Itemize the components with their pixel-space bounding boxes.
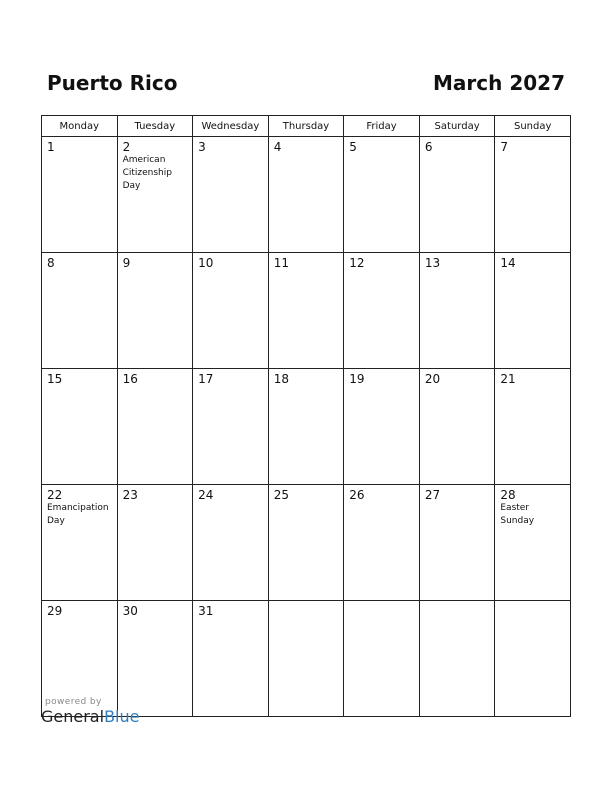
weekday-header: Saturday <box>419 116 495 137</box>
day-cell <box>193 137 269 253</box>
day-number: 15 <box>47 372 63 386</box>
day-cell <box>419 601 495 717</box>
day-number: 24 <box>198 488 214 502</box>
day-number: 20 <box>424 372 441 386</box>
week-row <box>42 137 571 253</box>
day-cell <box>495 601 571 717</box>
day-cell <box>117 253 193 369</box>
day-cell <box>419 369 495 485</box>
day-number: 3 <box>198 140 206 154</box>
weekday-header: Tuesday <box>117 116 193 137</box>
calendar-grid <box>41 115 571 717</box>
day-cell <box>419 253 495 369</box>
day-cell <box>42 137 118 253</box>
day-number: 21 <box>500 372 516 386</box>
day-number: 14 <box>500 256 516 270</box>
day-cell <box>268 601 344 717</box>
day-cell <box>495 253 571 369</box>
day-number: 25 <box>273 488 289 502</box>
day-cell <box>117 601 193 717</box>
day-cell <box>268 137 344 253</box>
day-number: 17 <box>198 372 214 386</box>
day-number: 28 <box>500 488 516 502</box>
day-cell <box>193 253 269 369</box>
weekday-header: Monday <box>42 116 118 137</box>
day-cell <box>193 601 269 717</box>
day-cell <box>344 485 420 601</box>
weekday-header: Wednesday <box>193 116 269 137</box>
weekday-header: Sunday <box>495 116 571 137</box>
day-cell <box>344 253 420 369</box>
holiday-label: Emancipation Day <box>47 503 109 526</box>
day-cell <box>117 485 193 601</box>
day-cell <box>495 369 571 485</box>
day-number: 5 <box>349 140 357 154</box>
day-number: 18 <box>273 372 289 386</box>
day-number: 30 <box>122 604 138 618</box>
week-row <box>42 601 571 717</box>
day-cell <box>419 485 495 601</box>
brand-general-text: General <box>41 707 105 726</box>
day-cell <box>42 369 118 485</box>
day-cell <box>419 137 495 253</box>
powered-by-label: powered by <box>45 697 102 707</box>
day-cell <box>344 369 420 485</box>
day-cell <box>268 369 344 485</box>
day-number: 9 <box>122 256 131 270</box>
weekday-header: Thursday <box>268 116 344 137</box>
day-number: 27 <box>424 488 441 502</box>
day-number: 26 <box>349 488 365 502</box>
day-number: 23 <box>122 488 138 502</box>
day-cell <box>42 253 118 369</box>
day-number: 22 <box>47 488 63 502</box>
day-cell <box>193 485 269 601</box>
day-cell <box>495 485 571 601</box>
week-row <box>42 369 571 485</box>
weekday-header: Friday <box>344 116 420 137</box>
holiday-label: Easter Sunday <box>500 503 535 526</box>
day-number: 10 <box>198 256 214 270</box>
day-number: 4 <box>273 140 282 154</box>
day-number: 12 <box>349 256 365 270</box>
day-cell <box>344 137 420 253</box>
day-number: 7 <box>500 140 509 154</box>
generalblue-logo[interactable] <box>41 707 139 726</box>
day-number: 29 <box>47 604 63 618</box>
day-number: 8 <box>47 256 55 270</box>
day-number: 11 <box>273 256 289 270</box>
day-number: 19 <box>349 372 365 386</box>
day-number: 31 <box>198 604 214 618</box>
country-title: Puerto Rico <box>47 71 178 95</box>
day-cell <box>495 137 571 253</box>
day-number: 16 <box>122 372 138 386</box>
day-number: 13 <box>424 256 441 270</box>
day-cell <box>344 601 420 717</box>
month-title: March 2027 <box>433 71 565 95</box>
week-row <box>42 253 571 369</box>
day-cell <box>268 485 344 601</box>
day-cell <box>268 253 344 369</box>
day-number: 2 <box>122 140 131 154</box>
day-cell <box>42 485 118 601</box>
day-number: 1 <box>47 140 55 154</box>
day-cell <box>117 369 193 485</box>
holiday-label: American Citizenship Day <box>122 155 172 191</box>
weekday-header-row <box>42 116 571 137</box>
day-cell <box>193 369 269 485</box>
day-number: 6 <box>424 140 433 154</box>
day-cell <box>117 137 193 253</box>
brand-blue-text: Blue <box>104 707 140 726</box>
week-row <box>42 485 571 601</box>
